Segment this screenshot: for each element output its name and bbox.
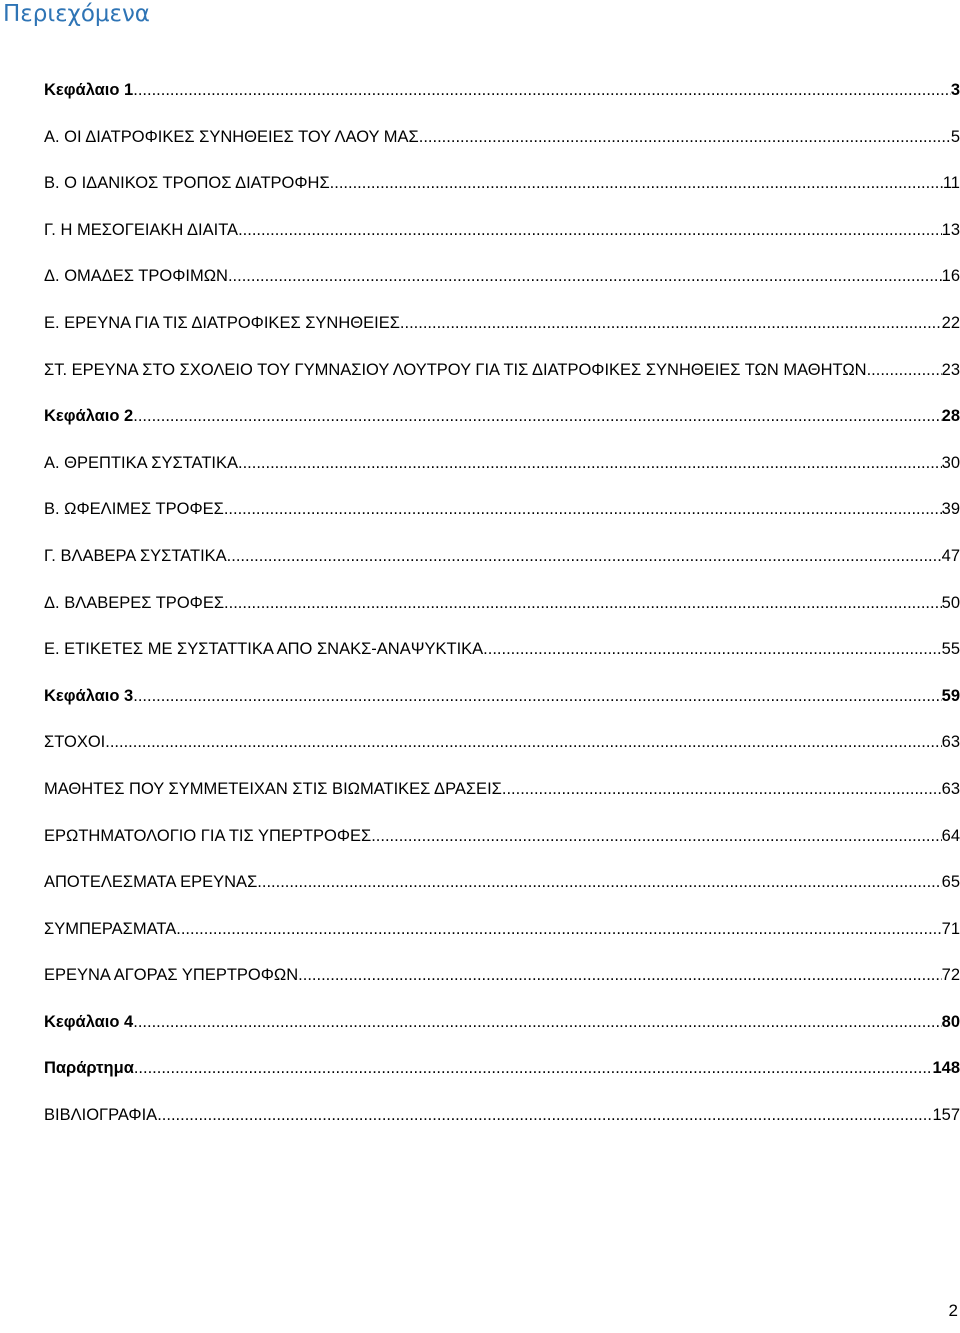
toc-entry-page: 80 bbox=[941, 1012, 960, 1031]
toc-entry-label: Κεφάλαιο 1 bbox=[44, 81, 134, 99]
toc-entry[interactable] bbox=[44, 777, 960, 824]
toc-entry-label: ΕΡΕΥΝΑ ΑΓΟΡΑΣ ΥΠΕΡΤΡΟΦΩΝ bbox=[44, 966, 299, 985]
toc-dot-leader bbox=[224, 497, 942, 521]
toc-entry[interactable] bbox=[44, 358, 960, 405]
toc-entry-label: ΑΠΟΤΕΛΕΣΜΑΤΑ ΕΡΕΥΝΑΣ bbox=[44, 873, 258, 892]
toc-dot-leader bbox=[224, 591, 942, 615]
toc-entry-label: Κεφάλαιο 3 bbox=[44, 686, 134, 705]
toc-dot-leader bbox=[133, 78, 951, 102]
toc-dot-leader bbox=[483, 637, 941, 661]
toc-entry-page: 71 bbox=[941, 919, 960, 938]
toc-dot-leader bbox=[238, 218, 942, 242]
toc-entry-page: 23 bbox=[941, 360, 960, 379]
toc-entry-page: 72 bbox=[941, 966, 960, 985]
toc-dot-leader bbox=[228, 264, 942, 288]
toc-entry[interactable] bbox=[44, 544, 960, 591]
toc-entry-label: ΣΤΟΧΟΙ bbox=[44, 733, 106, 752]
toc-entry[interactable] bbox=[44, 497, 960, 544]
toc-dot-leader bbox=[257, 870, 941, 894]
toc-entry[interactable] bbox=[44, 824, 960, 871]
toc-dot-leader bbox=[157, 1103, 932, 1127]
toc-entry-page: 13 bbox=[941, 220, 960, 239]
toc-dot-leader bbox=[330, 171, 943, 195]
toc-entry[interactable] bbox=[44, 1056, 960, 1103]
toc-dot-leader bbox=[176, 917, 941, 941]
toc-entry[interactable] bbox=[44, 218, 960, 265]
toc-dot-leader bbox=[133, 684, 941, 708]
toc-entry[interactable] bbox=[44, 963, 960, 1010]
toc-dot-leader bbox=[105, 730, 941, 754]
toc-dot-leader bbox=[238, 451, 942, 475]
toc-dot-leader bbox=[419, 125, 951, 149]
toc-entry-page: 30 bbox=[941, 453, 960, 472]
toc-dot-leader bbox=[227, 544, 942, 568]
toc-entry[interactable] bbox=[44, 171, 960, 218]
toc-entry-page: 5 bbox=[950, 127, 960, 146]
toc-entry-page: 3 bbox=[950, 81, 960, 99]
toc-dot-leader bbox=[371, 824, 941, 848]
toc-entry-label: Παράρτημα bbox=[44, 1059, 134, 1078]
toc-entry-label: Ε. ΕΡΕΥΝΑ ΓΙΑ ΤΙΣ ΔΙΑΤΡΟΦΙΚΕΣ ΣΥΝΗΘΕΙΕΣ bbox=[44, 313, 400, 332]
toc-entry-page: 50 bbox=[941, 593, 960, 612]
toc-entry-page: 47 bbox=[941, 546, 960, 565]
toc-entry[interactable] bbox=[44, 1103, 960, 1150]
toc-entry[interactable] bbox=[44, 591, 960, 638]
toc-entry-label: ΣΤ. ΕΡΕΥΝΑ ΣΤΟ ΣΧΟΛΕΙΟ ΤΟΥ ΓΥΜΝΑΣΙΟΥ ΛΟΥΤΡΟΥ ΓΙΑ ΤΙΣ ΔΙΑΤΡΟΦΙΚΕΣ ΣΥΝΗΘΕΙΕΣ ΤΩΝ ΜΑΘΗΤΩΝ bbox=[44, 360, 867, 379]
toc-entry[interactable] bbox=[44, 730, 960, 777]
toc-entry-label: Β. ΩΦΕΛΙΜΕΣ ΤΡΟΦΕΣ bbox=[44, 500, 224, 519]
toc-entry-page: 63 bbox=[941, 733, 960, 752]
toc-entry-page: 16 bbox=[941, 267, 960, 286]
toc-entry[interactable] bbox=[44, 311, 960, 358]
toc-entry-page: 39 bbox=[941, 500, 960, 519]
toc-entry[interactable] bbox=[44, 870, 960, 917]
toc-entry-label: Γ. Η ΜΕΣΟΓΕΙΑΚΗ ΔΙΑΙΤΑ bbox=[44, 220, 239, 239]
toc-entry[interactable] bbox=[44, 404, 960, 451]
toc-entry[interactable] bbox=[44, 917, 960, 964]
toc-entry-label: Δ. ΟΜΑΔΕΣ ΤΡΟΦΙΜΩΝ bbox=[44, 267, 228, 286]
toc-entry-label: Γ. ΒΛΑΒΕΡΑ ΣΥΣΤΑΤΙΚΑ bbox=[44, 546, 227, 565]
toc-entry[interactable] bbox=[44, 78, 960, 125]
toc-entry-page: 65 bbox=[941, 873, 960, 892]
toc-entry-page: 22 bbox=[941, 313, 960, 332]
toc-entry-page: 28 bbox=[941, 407, 960, 426]
toc-entry[interactable] bbox=[44, 125, 960, 172]
toc-entry-page: 63 bbox=[941, 779, 960, 798]
toc-entry-page: 157 bbox=[932, 1106, 960, 1125]
toc-entry-label: Β. Ο ΙΔΑΝΙΚΟΣ ΤΡΟΠΟΣ ΔΙΑΤΡΟΦΗΣ bbox=[44, 174, 330, 193]
toc-entry-page: 148 bbox=[932, 1059, 960, 1078]
toc-dot-leader bbox=[134, 1056, 933, 1080]
toc-entry[interactable] bbox=[44, 451, 960, 498]
toc-entry-label: ΜΑΘΗΤΕΣ ΠΟΥ ΣΥΜΜΕΤΕΙΧΑΝ ΣΤΙΣ ΒΙΩΜΑΤΙΚΕΣ ΔΡΑΣΕΙΣ bbox=[44, 779, 502, 798]
toc-entry-label: ΣΥΜΠΕΡΑΣΜΑΤΑ bbox=[44, 919, 177, 938]
toc-dot-leader bbox=[298, 963, 941, 987]
toc-entry-label: ΒΙΒΛΙΟΓΡΑΦΙΑ bbox=[44, 1106, 158, 1125]
toc-dot-leader bbox=[133, 1010, 941, 1034]
toc-entry-label: Κεφάλαιο 4 bbox=[44, 1012, 134, 1031]
toc-entry[interactable] bbox=[44, 264, 960, 311]
toc-dot-leader bbox=[867, 358, 942, 382]
toc-entry-page: 11 bbox=[942, 174, 960, 193]
table-of-contents bbox=[44, 78, 960, 1150]
toc-entry-label: Δ. ΒΛΑΒΕΡΕΣ ΤΡΟΦΕΣ bbox=[44, 593, 225, 612]
toc-entry[interactable] bbox=[44, 684, 960, 731]
toc-dot-leader bbox=[502, 777, 942, 801]
toc-dot-leader bbox=[400, 311, 942, 335]
page-title: Περιεχόμενα bbox=[3, 1, 150, 27]
toc-entry-page: 64 bbox=[941, 826, 960, 845]
toc-entry-page: 59 bbox=[941, 686, 960, 705]
toc-entry-label: Α. ΟΙ ΔΙΑΤΡΟΦΙΚΕΣ ΣΥΝΗΘΕΙΕΣ ΤΟΥ ΛΑΟΥ ΜΑΣ bbox=[44, 127, 419, 146]
toc-entry-label: Κεφάλαιο 2 bbox=[44, 407, 134, 426]
toc-entry-page: 55 bbox=[941, 640, 960, 659]
toc-entry-label: Ε. ΕΤΙΚΕΤΕΣ ΜΕ ΣΥΣΤΑΤΤΙΚΑ ΑΠΟ ΣΝΑΚΣ-ΑΝΑΨΥΚΤΙΚΑ bbox=[44, 640, 484, 659]
toc-entry[interactable] bbox=[44, 637, 960, 684]
toc-dot-leader bbox=[133, 404, 941, 428]
toc-entry-label: ΕΡΩΤΗΜΑΤΟΛΟΓΙΟ ΓΙΑ ΤΙΣ ΥΠΕΡΤΡΟΦΕΣ bbox=[44, 826, 372, 845]
page-number: 2 bbox=[948, 1301, 958, 1320]
toc-entry[interactable] bbox=[44, 1010, 960, 1057]
toc-entry-label: Α. ΘΡΕΠΤΙΚΑ ΣΥΣΤΑΤΙΚΑ bbox=[44, 453, 238, 472]
